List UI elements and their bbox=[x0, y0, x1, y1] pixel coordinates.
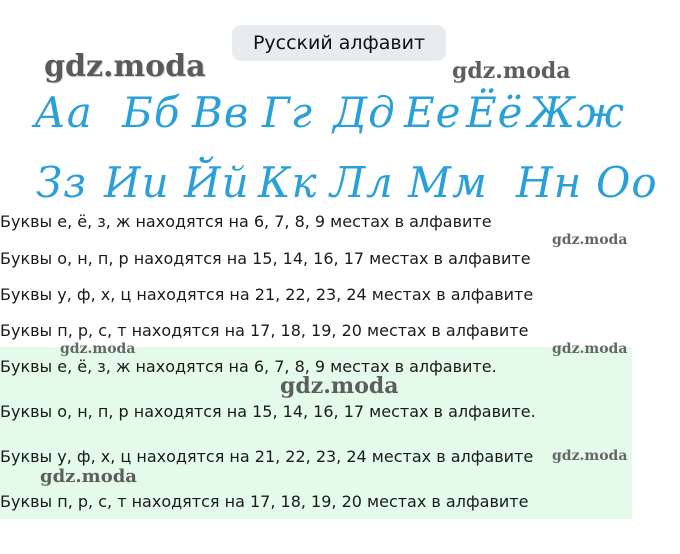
answer-line: Буквы у, ф, х, ц находятся на 21, 22, 23, 24 местах в алфавите bbox=[0, 447, 534, 466]
watermark: gdz.moda bbox=[552, 448, 628, 464]
watermark: gdz.moda bbox=[60, 341, 136, 357]
watermark: gdz.moda bbox=[280, 373, 399, 399]
letter-pair: Йй bbox=[184, 158, 250, 207]
letter-pair: Гг bbox=[262, 88, 314, 137]
answer-line: Буквы п, р, с, т находятся на 17, 18, 19, 20 местах в алфавите bbox=[0, 492, 529, 511]
letter-pair: Бб bbox=[122, 88, 181, 137]
letter-pair: Ее bbox=[404, 88, 462, 137]
statement-line: Буквы е, ё, з, ж находятся на 6, 7, 8, 9 местах в алфавите bbox=[0, 212, 492, 231]
letter-pair: Оо bbox=[596, 158, 658, 207]
letter-pair: Кк bbox=[258, 158, 318, 207]
letter-pair: Зз bbox=[36, 158, 88, 207]
answer-line: Буквы е, ё, з, ж находятся на 6, 7, 8, 9 местах в алфавите. bbox=[0, 357, 497, 376]
letter-pair: Ии bbox=[104, 158, 170, 207]
letter-pair: Вв bbox=[192, 88, 250, 137]
watermark: gdz.moda bbox=[44, 49, 206, 84]
letter-pair: Мм bbox=[408, 158, 488, 207]
watermark: gdz.moda bbox=[40, 466, 137, 487]
page-title: Русский алфавит bbox=[232, 25, 446, 61]
letter-pair: Аа bbox=[34, 88, 93, 137]
watermark: gdz.moda bbox=[552, 341, 628, 357]
letter-pair: Лл bbox=[330, 158, 394, 207]
letter-pair: Дд bbox=[333, 88, 396, 137]
statement-line: Буквы п, р, с, т находятся на 17, 18, 19, 20 местах в алфавите bbox=[0, 321, 529, 340]
answer-line: Буквы о, н, п, р находятся на 15, 14, 16, 17 местах в алфавите. bbox=[0, 402, 536, 421]
alphabet-row-1 bbox=[0, 88, 680, 158]
statement-line: Буквы у, ф, х, ц находятся на 21, 22, 23, 24 местах в алфавите bbox=[0, 285, 534, 304]
statement-line: Буквы о, н, п, р находятся на 15, 14, 16, 17 местах в алфавите bbox=[0, 249, 531, 268]
letter-pair: Нн bbox=[516, 158, 583, 207]
watermark: gdz.moda bbox=[552, 232, 628, 248]
watermark: gdz.moda bbox=[452, 58, 571, 84]
letter-pair: Ёё bbox=[466, 88, 524, 137]
letter-pair: Жж bbox=[528, 88, 625, 137]
